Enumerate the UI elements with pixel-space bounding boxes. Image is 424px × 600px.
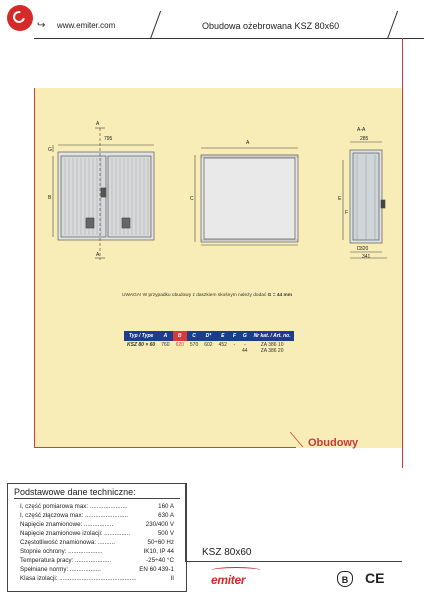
table-header: B xyxy=(173,331,187,341)
spec-value: 500 V xyxy=(157,530,174,537)
header-url[interactable]: www.emiter.com xyxy=(57,21,116,30)
table-cell: 570 xyxy=(189,342,199,348)
table-header: E xyxy=(216,331,230,341)
page-title: Obudowa ożebrowana KSZ 80x60 xyxy=(202,21,340,31)
dim-side-A: A xyxy=(246,140,250,146)
spec-value: 50÷60 Hz xyxy=(147,539,174,546)
table-header: G xyxy=(239,331,251,341)
dim-side-C: C xyxy=(190,196,194,202)
spec-label: Spełniane normy: .................. xyxy=(20,566,101,573)
dim-section-AA: A-A xyxy=(357,127,366,133)
notice-main: UWAGA! W przypadku obudowy z daszkiem skośnym należy dodać xyxy=(122,293,267,298)
table-cell: 452 xyxy=(218,342,227,348)
model-divider-vertical xyxy=(185,483,186,561)
model-divider xyxy=(185,561,402,562)
table-cell: 620 xyxy=(175,342,184,348)
spec-label: Stopnie ochrony: .................... xyxy=(20,548,103,555)
technical-specs-box xyxy=(7,483,187,592)
section-title: Obudowy xyxy=(308,437,359,449)
dim-front-A-top: A xyxy=(96,121,100,127)
table-cell-g2: 44 xyxy=(242,348,248,354)
spec-value: 630 A xyxy=(158,512,174,519)
arrow-glyph-icon: ↪ xyxy=(37,20,46,31)
table-header-row xyxy=(124,331,294,341)
dim-section-E: E xyxy=(338,196,342,202)
table-cell-art xyxy=(251,341,294,355)
dim-795: 795 xyxy=(104,136,113,142)
spec-value: 230/400 V xyxy=(145,521,174,528)
spec-value: 160 A xyxy=(158,503,174,510)
dim-section-285: 285 xyxy=(360,136,369,142)
table-cell-g xyxy=(239,341,251,355)
spec-label: I, część złączowa max: ......................... xyxy=(20,512,128,519)
dim-section-320: 320 xyxy=(360,246,369,252)
dimensions-table xyxy=(124,331,294,355)
ce-mark-icon: CE xyxy=(365,570,385,586)
table-cell-art1: ZA 386 10 xyxy=(260,342,284,348)
spec-value: -25÷40 °C xyxy=(146,557,174,564)
brand-logo: emiter xyxy=(211,573,246,587)
notice-bold: G = 44 mm xyxy=(267,293,293,298)
table-row xyxy=(124,341,294,355)
front-view xyxy=(53,128,154,260)
spec-value: IK10, IP 44 xyxy=(143,548,174,555)
table-cell-g1: - xyxy=(243,342,246,348)
table-cell: 760 xyxy=(161,342,170,348)
spec-label: Napięcie znamionowe izolacji: ............... xyxy=(20,530,131,537)
spec-value: EN 60 439-1 xyxy=(139,566,174,573)
dim-front-G: G xyxy=(48,147,52,153)
model-name: KSZ 80x60 xyxy=(202,547,252,558)
table-header: Nr kat. / Art. no. xyxy=(251,331,294,341)
b-certification-icon: B xyxy=(337,571,353,587)
table-header: Typ / Type xyxy=(124,331,158,341)
spec-label: I, część pomiarowa max: ...................... xyxy=(20,503,128,510)
section-view xyxy=(343,142,387,258)
dim-section-F: F xyxy=(345,210,349,216)
table-cell: - xyxy=(233,342,236,348)
specs-divider xyxy=(14,498,180,499)
table-header: D* xyxy=(201,331,215,341)
table-cell-art2: ZA 386 20 xyxy=(260,348,284,354)
spec-label: Częstotliwość znamionowa: .......... xyxy=(20,539,115,546)
spec-label: Napięcie znamionowe: ................. xyxy=(20,521,114,528)
spec-value: II xyxy=(170,575,174,582)
notice-text xyxy=(122,293,292,298)
side-view xyxy=(195,148,298,245)
spec-label: Temperatura pracy: ..................... xyxy=(20,557,112,564)
table-cell: 602 xyxy=(204,342,213,348)
table-header: C xyxy=(187,331,201,341)
table-header: A xyxy=(158,331,172,341)
dim-front-B: B xyxy=(48,195,52,201)
spec-label: Klasa izolacji: ............................................. xyxy=(20,575,137,582)
table-header: F xyxy=(230,331,239,341)
specs-title: Podstawowe dane techniczne: xyxy=(14,487,136,497)
dim-section-D: D xyxy=(357,246,361,252)
dim-front-A-bottom: A xyxy=(96,252,100,258)
dim-section-341: 341 xyxy=(362,254,371,260)
table-cell-type: KSZ 80 × 60 xyxy=(127,342,156,348)
